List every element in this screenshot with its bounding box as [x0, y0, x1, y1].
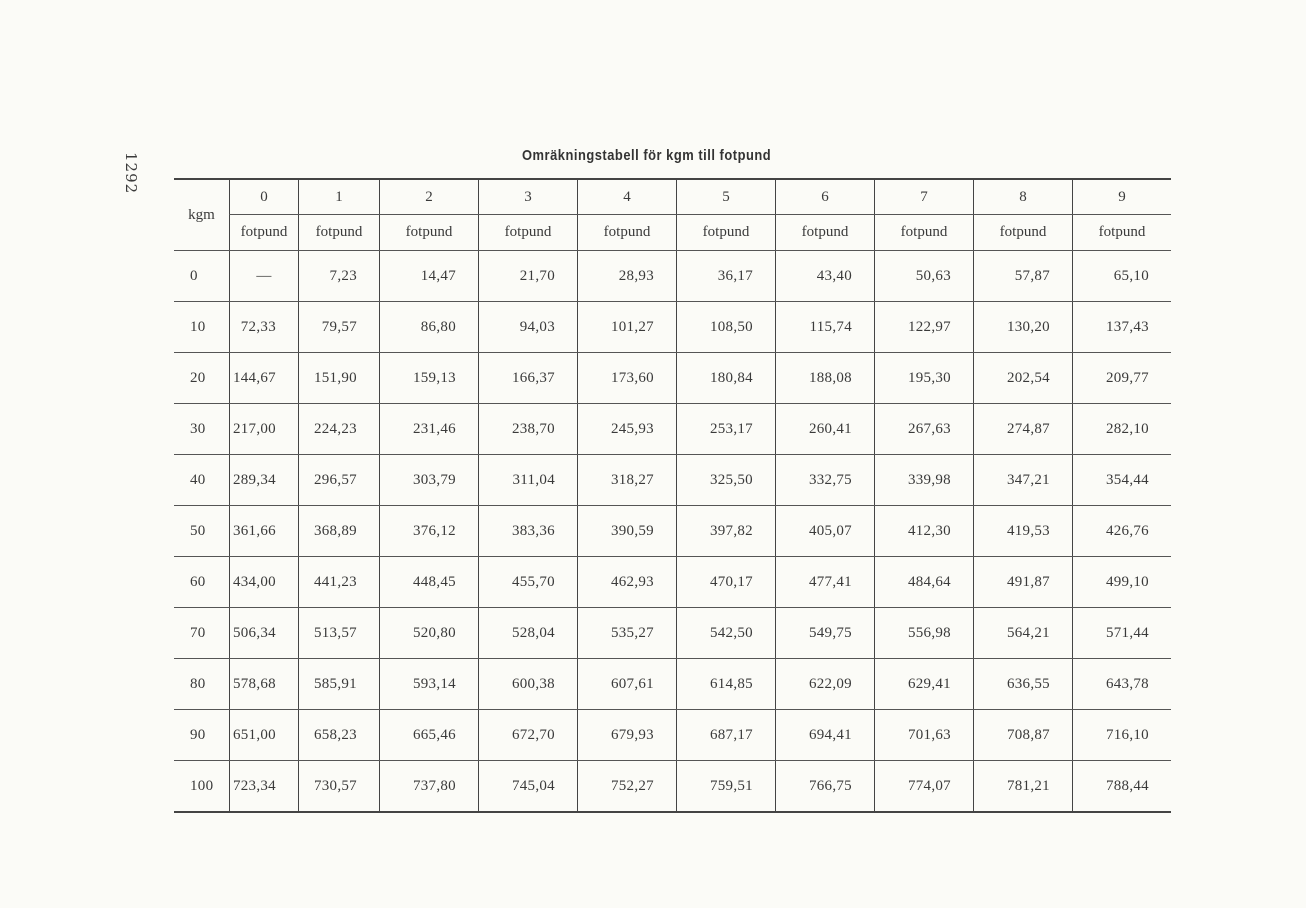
value-cell: 745,04 [479, 761, 578, 813]
value-cell: 36,17 [677, 251, 776, 302]
value-cell: 441,23 [299, 557, 380, 608]
header-unit: fotpund [974, 215, 1073, 251]
value-cell: 43,40 [776, 251, 875, 302]
table-row [174, 710, 1171, 761]
value-cell: 470,17 [677, 557, 776, 608]
conversion-table [174, 178, 1171, 813]
table-row [174, 659, 1171, 710]
value-cell: 788,44 [1073, 761, 1172, 813]
value-cell: 202,54 [974, 353, 1073, 404]
value-cell: 781,21 [974, 761, 1073, 813]
value-cell: 737,80 [380, 761, 479, 813]
row-header-kgm: 90 [174, 710, 230, 761]
table-body [174, 251, 1171, 813]
value-cell: 173,60 [578, 353, 677, 404]
header-digit-5: 5 [677, 179, 776, 215]
header-unit: fotpund [578, 215, 677, 251]
value-cell: 180,84 [677, 353, 776, 404]
row-header-kgm: 80 [174, 659, 230, 710]
table-row [174, 761, 1171, 813]
value-cell: 701,63 [875, 710, 974, 761]
value-cell: 774,07 [875, 761, 974, 813]
value-cell: 217,00 [230, 404, 299, 455]
value-cell: 195,30 [875, 353, 974, 404]
value-cell: 332,75 [776, 455, 875, 506]
value-cell: 578,68 [230, 659, 299, 710]
value-cell: — [230, 251, 299, 302]
value-cell: 571,44 [1073, 608, 1172, 659]
value-cell: 390,59 [578, 506, 677, 557]
value-cell: 542,50 [677, 608, 776, 659]
value-cell: 448,45 [380, 557, 479, 608]
value-cell: 643,78 [1073, 659, 1172, 710]
row-header-kgm: 10 [174, 302, 230, 353]
value-cell: 188,08 [776, 353, 875, 404]
value-cell: 21,70 [479, 251, 578, 302]
value-cell: 238,70 [479, 404, 578, 455]
value-cell: 231,46 [380, 404, 479, 455]
value-cell: 419,53 [974, 506, 1073, 557]
value-cell: 585,91 [299, 659, 380, 710]
row-header-kgm: 30 [174, 404, 230, 455]
row-header-kgm: 40 [174, 455, 230, 506]
table-row [174, 506, 1171, 557]
value-cell: 253,17 [677, 404, 776, 455]
header-digit-6: 6 [776, 179, 875, 215]
value-cell: 513,57 [299, 608, 380, 659]
value-cell: 209,77 [1073, 353, 1172, 404]
value-cell: 311,04 [479, 455, 578, 506]
header-row-digits [174, 179, 1171, 215]
value-cell: 347,21 [974, 455, 1073, 506]
value-cell: 426,76 [1073, 506, 1172, 557]
value-cell: 600,38 [479, 659, 578, 710]
header-digit-7: 7 [875, 179, 974, 215]
value-cell: 122,97 [875, 302, 974, 353]
value-cell: 79,57 [299, 302, 380, 353]
value-cell: 723,34 [230, 761, 299, 813]
header-digit-3: 3 [479, 179, 578, 215]
value-cell: 65,10 [1073, 251, 1172, 302]
row-header-kgm: 0 [174, 251, 230, 302]
value-cell: 434,00 [230, 557, 299, 608]
value-cell: 383,36 [479, 506, 578, 557]
header-unit: fotpund [230, 215, 299, 251]
header-digit-0: 0 [230, 179, 299, 215]
header-digit-2: 2 [380, 179, 479, 215]
value-cell: 412,30 [875, 506, 974, 557]
value-cell: 130,20 [974, 302, 1073, 353]
header-unit: fotpund [479, 215, 578, 251]
value-cell: 629,41 [875, 659, 974, 710]
value-cell: 72,33 [230, 302, 299, 353]
value-cell: 159,13 [380, 353, 479, 404]
header-digit-1: 1 [299, 179, 380, 215]
value-cell: 716,10 [1073, 710, 1172, 761]
table-row [174, 302, 1171, 353]
value-cell: 528,04 [479, 608, 578, 659]
value-cell: 137,43 [1073, 302, 1172, 353]
value-cell: 86,80 [380, 302, 479, 353]
row-header-kgm: 60 [174, 557, 230, 608]
table-row [174, 353, 1171, 404]
value-cell: 665,46 [380, 710, 479, 761]
value-cell: 368,89 [299, 506, 380, 557]
header-unit: fotpund [875, 215, 974, 251]
value-cell: 672,70 [479, 710, 578, 761]
value-cell: 166,37 [479, 353, 578, 404]
value-cell: 397,82 [677, 506, 776, 557]
value-cell: 245,93 [578, 404, 677, 455]
value-cell: 303,79 [380, 455, 479, 506]
value-cell: 376,12 [380, 506, 479, 557]
value-cell: 339,98 [875, 455, 974, 506]
value-cell: 679,93 [578, 710, 677, 761]
value-cell: 658,23 [299, 710, 380, 761]
header-unit: fotpund [299, 215, 380, 251]
value-cell: 260,41 [776, 404, 875, 455]
value-cell: 318,27 [578, 455, 677, 506]
value-cell: 564,21 [974, 608, 1073, 659]
value-cell: 7,23 [299, 251, 380, 302]
value-cell: 28,93 [578, 251, 677, 302]
value-cell: 274,87 [974, 404, 1073, 455]
table-row [174, 455, 1171, 506]
value-cell: 687,17 [677, 710, 776, 761]
row-header-kgm: 100 [174, 761, 230, 813]
value-cell: 614,85 [677, 659, 776, 710]
value-cell: 549,75 [776, 608, 875, 659]
value-cell: 50,63 [875, 251, 974, 302]
value-cell: 593,14 [380, 659, 479, 710]
value-cell: 144,67 [230, 353, 299, 404]
header-unit: fotpund [677, 215, 776, 251]
row-header-kgm: 50 [174, 506, 230, 557]
value-cell: 499,10 [1073, 557, 1172, 608]
table-row [174, 251, 1171, 302]
header-unit: fotpund [380, 215, 479, 251]
value-cell: 651,00 [230, 710, 299, 761]
row-header-kgm: 70 [174, 608, 230, 659]
table-row [174, 404, 1171, 455]
value-cell: 94,03 [479, 302, 578, 353]
header-row-units [174, 215, 1171, 251]
value-cell: 491,87 [974, 557, 1073, 608]
value-cell: 224,23 [299, 404, 380, 455]
value-cell: 455,70 [479, 557, 578, 608]
row-header-kgm: 20 [174, 353, 230, 404]
value-cell: 115,74 [776, 302, 875, 353]
value-cell: 325,50 [677, 455, 776, 506]
value-cell: 57,87 [974, 251, 1073, 302]
value-cell: 405,07 [776, 506, 875, 557]
value-cell: 289,34 [230, 455, 299, 506]
value-cell: 477,41 [776, 557, 875, 608]
value-cell: 556,98 [875, 608, 974, 659]
value-cell: 484,64 [875, 557, 974, 608]
value-cell: 535,27 [578, 608, 677, 659]
value-cell: 752,27 [578, 761, 677, 813]
table-row [174, 557, 1171, 608]
header-digit-8: 8 [974, 179, 1073, 215]
value-cell: 151,90 [299, 353, 380, 404]
value-cell: 730,57 [299, 761, 380, 813]
header-kgm: kgm [174, 179, 230, 251]
value-cell: 636,55 [974, 659, 1073, 710]
value-cell: 361,66 [230, 506, 299, 557]
header-digit-4: 4 [578, 179, 677, 215]
value-cell: 708,87 [974, 710, 1073, 761]
value-cell: 520,80 [380, 608, 479, 659]
table-title: Omräkningstabell för kgm till fotpund [522, 147, 772, 164]
value-cell: 622,09 [776, 659, 875, 710]
page-number: 1292 [122, 152, 140, 195]
value-cell: 759,51 [677, 761, 776, 813]
value-cell: 108,50 [677, 302, 776, 353]
value-cell: 101,27 [578, 302, 677, 353]
header-unit: fotpund [776, 215, 875, 251]
value-cell: 766,75 [776, 761, 875, 813]
value-cell: 282,10 [1073, 404, 1172, 455]
value-cell: 354,44 [1073, 455, 1172, 506]
value-cell: 14,47 [380, 251, 479, 302]
value-cell: 506,34 [230, 608, 299, 659]
header-unit: fotpund [1073, 215, 1172, 251]
value-cell: 694,41 [776, 710, 875, 761]
value-cell: 607,61 [578, 659, 677, 710]
table-row [174, 608, 1171, 659]
value-cell: 296,57 [299, 455, 380, 506]
value-cell: 267,63 [875, 404, 974, 455]
value-cell: 462,93 [578, 557, 677, 608]
header-digit-9: 9 [1073, 179, 1172, 215]
